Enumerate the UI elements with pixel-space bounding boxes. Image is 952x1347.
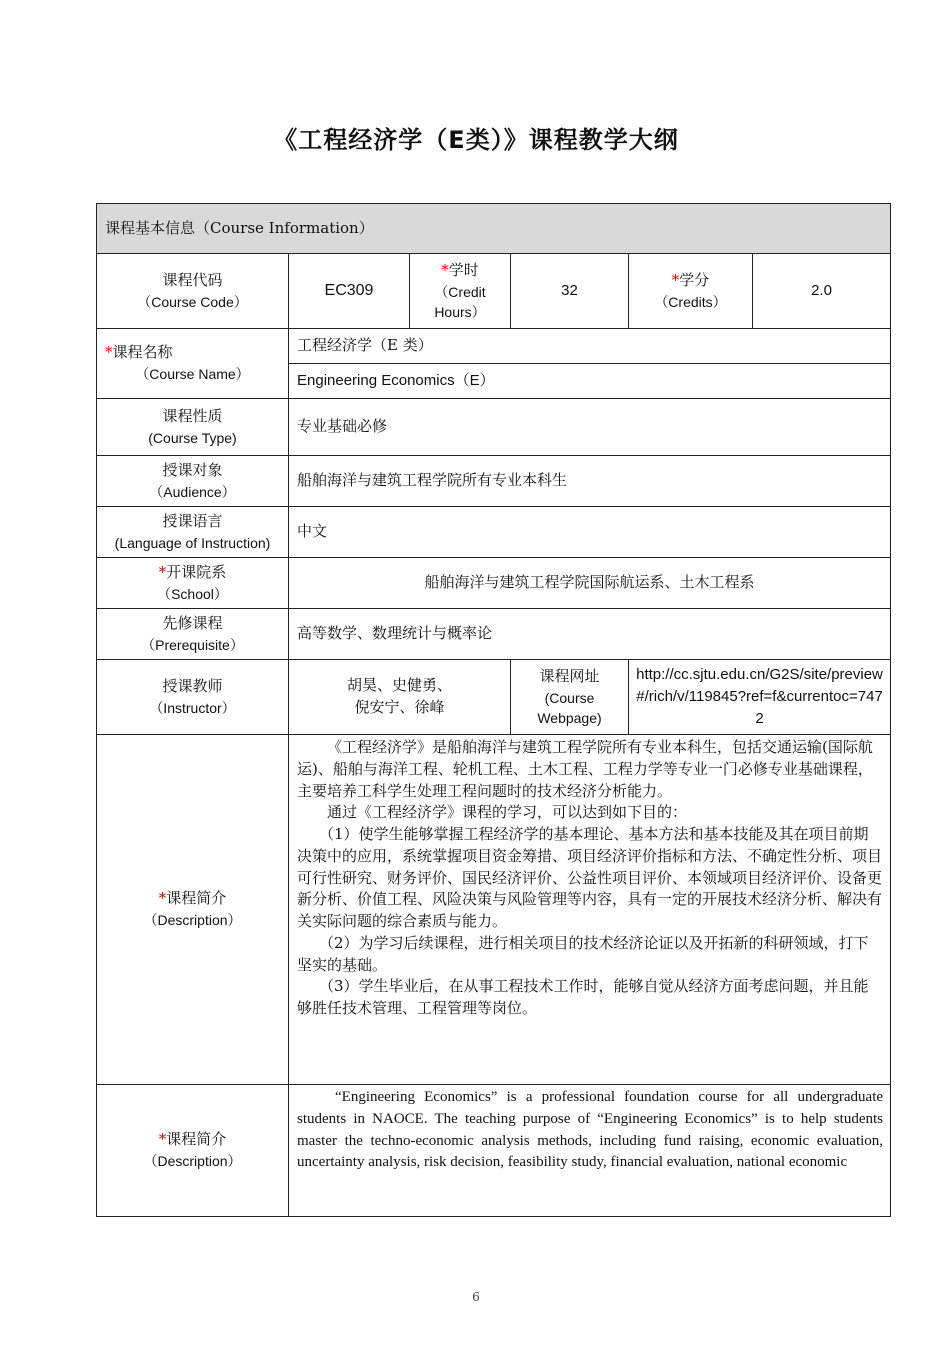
language-label-en: (Language of Instruction) xyxy=(114,534,271,551)
course-type-value: 专业基础必修 xyxy=(289,399,891,456)
course-type-label-en: (Course Type) xyxy=(148,429,237,446)
hours-label-en-2: Hours） xyxy=(434,303,486,320)
instructor-names-line-1: 胡昊、史健勇、 xyxy=(346,676,452,695)
audience-value: 船舶海洋与建筑工程学院所有专业本科生 xyxy=(289,456,891,507)
prerequisite-row xyxy=(97,609,891,660)
description-cn-paragraph-4: （2）为学习后续课程，进行相关项目的技术经济论证以及开拓新的科研领域，打下坚实的基础。 xyxy=(297,933,869,974)
webpage-label-cn: 课程网址 xyxy=(539,666,600,685)
instructor-names xyxy=(289,660,511,735)
instructor-names-line-2: 倪安宁、徐峰 xyxy=(354,698,445,716)
course-name-label xyxy=(97,329,289,399)
description-cn-body xyxy=(289,735,891,1085)
description-cn-label-en: （Description） xyxy=(143,912,242,929)
course-name-value-en: Engineering Economics（E） xyxy=(289,364,891,399)
audience-label-cn: 授课对象 xyxy=(162,460,223,479)
prerequisite-label xyxy=(97,609,289,660)
school-row xyxy=(97,558,891,609)
description-en-label xyxy=(97,1085,289,1217)
language-value: 中文 xyxy=(289,507,891,558)
instructor-label xyxy=(97,660,289,735)
webpage-label xyxy=(511,660,629,735)
description-cn-row xyxy=(97,735,891,1085)
course-code-label-cn: 课程代码 xyxy=(162,270,223,289)
school-label-en: （School） xyxy=(157,585,228,602)
language-label-cn: 授课语言 xyxy=(162,511,223,530)
school-value: 船舶海洋与建筑工程学院国际航运系、土木工程系 xyxy=(289,558,891,609)
language-row xyxy=(97,507,891,558)
required-mark: * xyxy=(158,562,167,581)
description-en-text: “Engineering Economics” is a professional foundation course for all undergraduate students in NAOCE. The teaching purpose of “Engineering Economics” is to help students master the techno-economic analysis methods, including fund raising, economic evaluation, uncertainty analysis, risk decision, feasibility study, financial evaluation, national economic xyxy=(297,1089,884,1171)
course-name-label-en: （Course Name） xyxy=(135,366,250,383)
credits-value: 2.0 xyxy=(753,254,891,329)
section-header: 课程基本信息（Course Information） xyxy=(97,204,891,254)
prerequisite-value: 高等数学、数理统计与概率论 xyxy=(289,609,891,660)
required-mark: * xyxy=(441,260,449,279)
description-cn-label xyxy=(97,735,289,1085)
hours-value: 32 xyxy=(511,254,629,329)
webpage-url-link[interactable]: http://cc.sjtu.edu.cn/G2S/site/preview#/rich/v/119845?ref=f&currentoc=7472 xyxy=(629,660,891,735)
description-cn-paragraph-2: 通过《工程经济学》课程的学习，可以达到如下目的： xyxy=(327,803,688,822)
section-header-row xyxy=(97,204,891,254)
hours-label-cn: 学时 xyxy=(448,260,479,279)
description-en-body xyxy=(289,1085,891,1217)
course-code-row xyxy=(97,254,891,329)
description-cn-paragraph-3: （1）使学生能够掌握工程经济学的基本理论、基本方法和基本技能及其在项目前期决策中的应用，系统掌握项目资金筹措、项目经济评价指标和方法、不确定性分析、项目可行性研究、财务评价、国民经济评价、公益性项目评价、本领域项目经济评价、设备更新分析、价值工程、风险决策与风险管理等内容，具有一定的开展技术经济分析、解决有关实际问题的综合素质与能力。 xyxy=(297,825,883,930)
instructor-row xyxy=(97,660,891,735)
credits-label-en: （Credits） xyxy=(654,293,727,310)
description-cn-paragraph-5: （3）学生毕业后，在从事工程技术工作时，能够自觉从经济方面考虑问题，并且能够胜任技术管理、工程管理等岗位。 xyxy=(297,977,869,1017)
instructor-label-en: （Instructor） xyxy=(149,699,236,716)
course-type-label xyxy=(97,399,289,456)
audience-row xyxy=(97,456,891,507)
required-mark: * xyxy=(671,270,680,289)
audience-label xyxy=(97,456,289,507)
document-title: 《工程经济学（E类）》课程教学大纲 xyxy=(273,126,679,154)
school-label-cn: 开课院系 xyxy=(166,562,227,581)
description-cn-paragraph-1: 《工程经济学》是船舶海洋与建筑工程学院所有专业本科生，包括交通运输(国际航运)、船舶与海洋工程、轮机工程、土木工程、工程力学等专业一门必修专业基础课程，主要培养工科学生处理工程问题时的技术经济分析能力。 xyxy=(297,738,873,800)
description-en-row xyxy=(97,1085,891,1217)
course-type-row xyxy=(97,399,891,456)
course-type-label-cn: 课程性质 xyxy=(162,406,223,425)
course-code-label-en: （Course Code） xyxy=(137,293,248,310)
school-label xyxy=(97,558,289,609)
description-en-label-cn: 课程简介 xyxy=(166,1130,227,1149)
description-cn-label-cn: 课程简介 xyxy=(166,889,227,908)
description-en-label-en: （Description） xyxy=(143,1153,242,1170)
required-mark: * xyxy=(158,1130,167,1149)
page-number: 6 xyxy=(472,1290,480,1304)
required-mark: * xyxy=(158,889,167,908)
prerequisite-label-en: （Prerequisite） xyxy=(141,636,244,653)
course-name-value-cn: 工程经济学（E 类） xyxy=(289,329,891,364)
hours-label-en-1: （Credit xyxy=(434,283,486,300)
prerequisite-label-cn: 先修课程 xyxy=(162,613,223,632)
instructor-label-cn: 授课教师 xyxy=(162,676,223,695)
credits-label xyxy=(629,254,753,329)
course-code-label xyxy=(97,254,289,329)
course-code-value: EC309 xyxy=(289,254,410,329)
course-name-label-cn: 课程名称 xyxy=(112,343,173,362)
hours-label xyxy=(410,254,511,329)
audience-label-en: （Audience） xyxy=(149,483,236,500)
required-mark: * xyxy=(105,343,113,362)
course-name-row-cn xyxy=(97,329,891,364)
course-info-table xyxy=(96,203,891,1217)
credits-label-cn: 学分 xyxy=(679,270,710,289)
webpage-label-en: (Course Webpage) xyxy=(537,689,602,726)
language-label xyxy=(97,507,289,558)
